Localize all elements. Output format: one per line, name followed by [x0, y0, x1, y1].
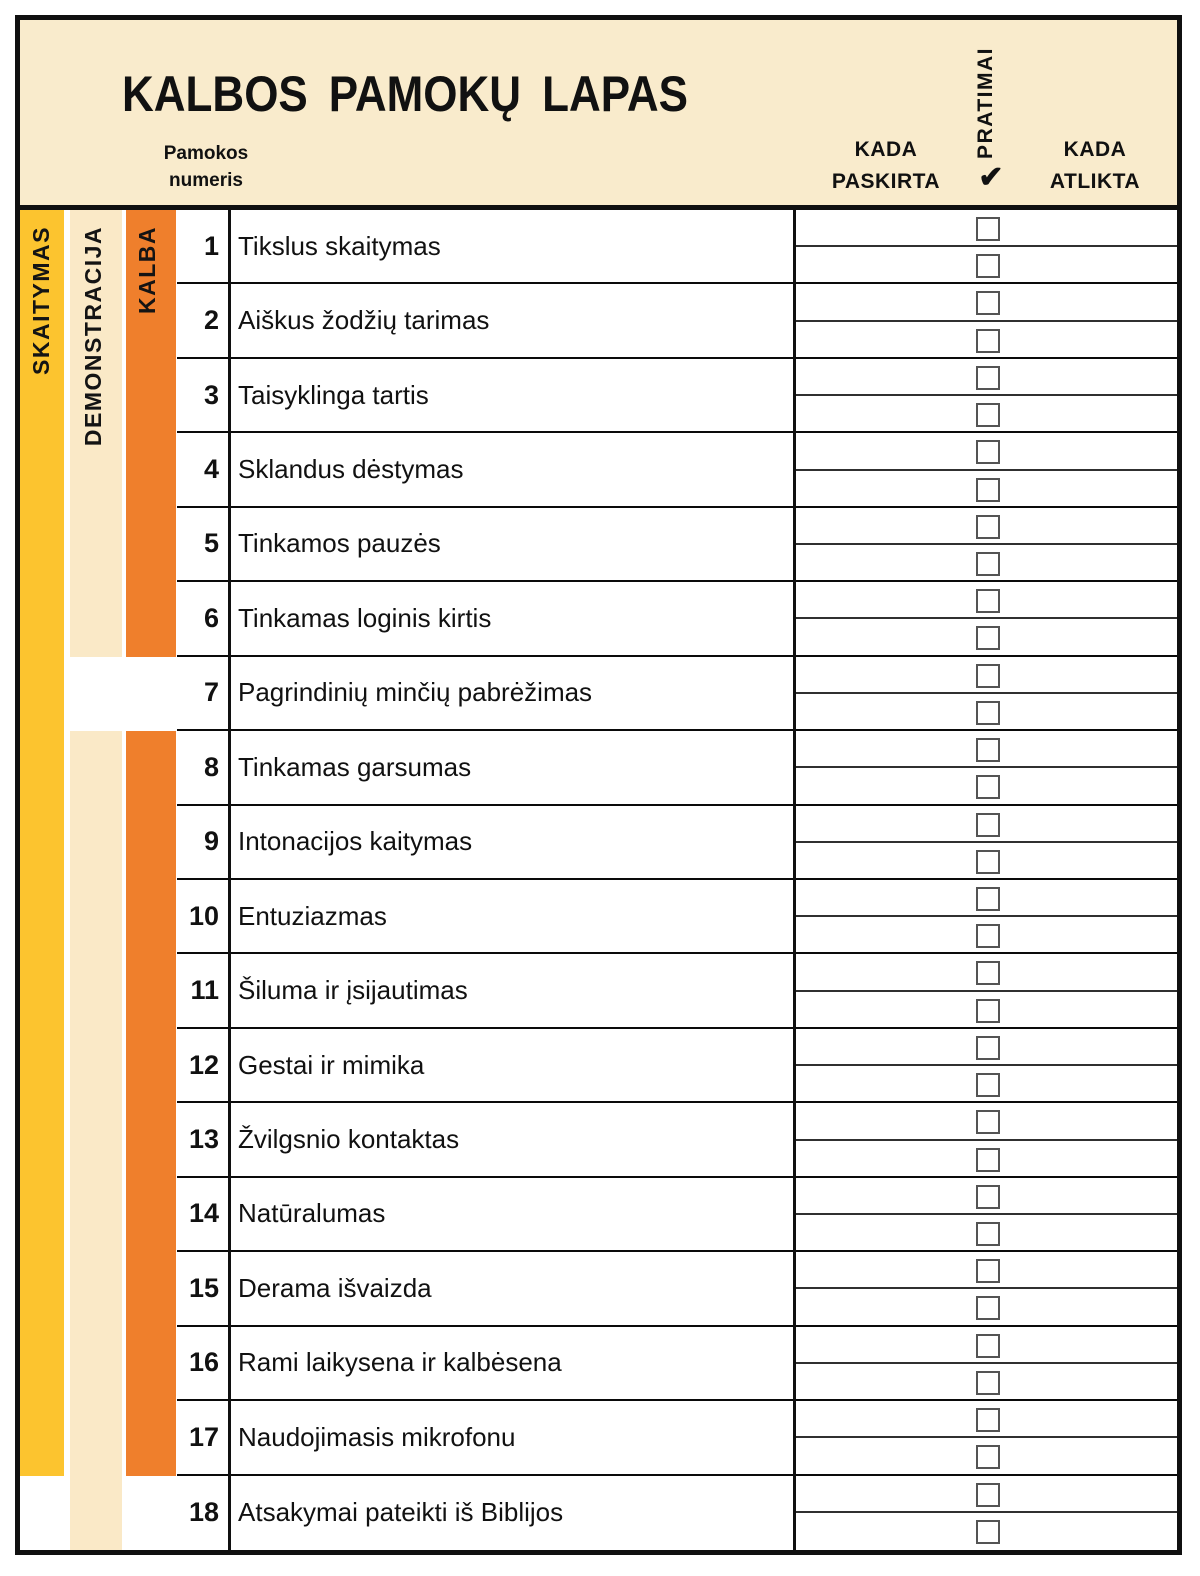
- number-column-divider: [228, 210, 231, 1550]
- exercise-checkbox[interactable]: [976, 1036, 1000, 1060]
- exercise-checkbox[interactable]: [976, 1110, 1000, 1134]
- lesson-row: [177, 657, 793, 731]
- completed-date-cell[interactable]: [1002, 1103, 1177, 1138]
- exercise-row: [796, 694, 1177, 731]
- exercise-checkbox[interactable]: [976, 440, 1000, 464]
- exercise-row: [796, 657, 1177, 694]
- lesson-number-header: [156, 140, 256, 194]
- exercise-row: [796, 210, 1177, 247]
- assigned-date-cell[interactable]: [796, 843, 974, 878]
- completed-date-cell[interactable]: [1002, 545, 1177, 580]
- completed-date-cell[interactable]: [1002, 1476, 1177, 1511]
- completed-date-cell[interactable]: [1002, 1438, 1177, 1473]
- completed-date-cell[interactable]: [1002, 284, 1177, 319]
- completed-date-cell[interactable]: [1002, 433, 1177, 468]
- assigned-date-cell[interactable]: [796, 247, 974, 282]
- completed-date-cell[interactable]: [1002, 731, 1177, 766]
- exercise-row: [796, 433, 1177, 470]
- lesson-title: Aiškus žodžių tarimas: [238, 305, 490, 336]
- completed-date-cell[interactable]: [1002, 1327, 1177, 1362]
- completed-date-cell[interactable]: [1002, 1513, 1177, 1550]
- lesson-row: [177, 731, 793, 805]
- exercise-row: [796, 1215, 1177, 1252]
- exercise-row: [796, 247, 1177, 284]
- talk-band-lower: [126, 731, 176, 1476]
- exercise-checkbox[interactable]: [976, 254, 1000, 278]
- exercise-checkbox[interactable]: [976, 1408, 1000, 1432]
- lesson-title: Entuziazmas: [238, 900, 387, 931]
- assigned-date-cell[interactable]: [796, 917, 974, 952]
- assigned-date-cell[interactable]: [796, 1066, 974, 1101]
- exercise-row: [796, 954, 1177, 991]
- lesson-title: Rami laikysena ir kalbėsena: [238, 1347, 562, 1378]
- lesson-row: [177, 284, 793, 358]
- lesson-title: Taisyklinga tartis: [238, 379, 429, 410]
- reading-band: [20, 210, 64, 1476]
- assigned-column-header-line1: KADA: [854, 138, 918, 161]
- lesson-title: Atsakymai pateikti iš Biblijos: [238, 1497, 564, 1528]
- assigned-date-cell[interactable]: [796, 1103, 974, 1138]
- exercise-row: [796, 1029, 1177, 1066]
- completed-date-cell[interactable]: [1002, 992, 1177, 1027]
- demonstration-band-lower: [70, 731, 122, 1550]
- assigned-date-cell[interactable]: [796, 1141, 974, 1176]
- exercise-checkbox[interactable]: [976, 1185, 1000, 1209]
- assigned-date-cell[interactable]: [796, 1252, 974, 1287]
- assigned-date-cell[interactable]: [796, 992, 974, 1027]
- exercise-row: [796, 1476, 1177, 1513]
- exercise-checkbox[interactable]: [976, 552, 1000, 576]
- exercise-row: [796, 508, 1177, 545]
- assigned-date-cell[interactable]: [796, 210, 974, 245]
- reading-band-label: SKAITYMAS: [28, 226, 54, 375]
- assigned-date-cell[interactable]: [796, 359, 974, 394]
- lesson-row: [177, 433, 793, 507]
- completed-date-cell[interactable]: [1002, 1289, 1177, 1324]
- exercises-column-header: PRATIMAI: [974, 47, 997, 159]
- assigned-date-cell[interactable]: [796, 508, 974, 543]
- lesson-row: [177, 806, 793, 880]
- assigned-date-cell[interactable]: [796, 1029, 974, 1064]
- assigned-date-cell[interactable]: [796, 1215, 974, 1250]
- main-column-divider: [793, 210, 796, 1550]
- completed-date-cell[interactable]: [1002, 1364, 1177, 1399]
- assigned-column-header: [806, 134, 966, 198]
- lesson-number: 2: [203, 305, 219, 336]
- completed-date-cell[interactable]: [1002, 210, 1177, 245]
- exercise-checkbox[interactable]: [976, 924, 1000, 948]
- assigned-date-cell[interactable]: [796, 1438, 974, 1473]
- lesson-number: 18: [188, 1497, 219, 1528]
- exercise-row: [796, 545, 1177, 582]
- completed-date-cell[interactable]: [1002, 359, 1177, 394]
- assigned-date-cell[interactable]: [796, 1327, 974, 1362]
- lesson-number: 4: [203, 454, 219, 485]
- lesson-number: 11: [190, 975, 219, 1006]
- lesson-row: [177, 1401, 793, 1475]
- lesson-number: 5: [203, 528, 219, 559]
- assigned-date-cell[interactable]: [796, 582, 974, 617]
- lesson-title: Gestai ir mimika: [238, 1049, 425, 1080]
- lesson-number: 16: [188, 1347, 219, 1378]
- exercise-row: [796, 1141, 1177, 1178]
- lesson-row: [177, 1029, 793, 1103]
- sheet-frame: [15, 15, 1182, 1555]
- exercise-row: [796, 396, 1177, 433]
- lesson-number: 9: [203, 826, 219, 857]
- lesson-number: 7: [203, 677, 219, 708]
- exercise-row: [796, 768, 1177, 805]
- lesson-row: [177, 359, 793, 433]
- lesson-row: [177, 1252, 793, 1326]
- lesson-row: [177, 1103, 793, 1177]
- exercise-row: [796, 843, 1177, 880]
- lesson-row: [177, 954, 793, 1028]
- exercise-checkbox[interactable]: [976, 1222, 1000, 1246]
- assigned-date-cell[interactable]: [796, 396, 974, 431]
- exercise-row: [796, 880, 1177, 917]
- lesson-title: Tinkamas garsumas: [238, 751, 472, 782]
- exercise-checkbox[interactable]: [976, 738, 1000, 762]
- completed-date-cell[interactable]: [1002, 1066, 1177, 1101]
- completed-date-cell[interactable]: [1002, 508, 1177, 543]
- exercise-checkbox[interactable]: [976, 1334, 1000, 1358]
- completed-date-cell[interactable]: [1002, 1401, 1177, 1436]
- assigned-date-cell[interactable]: [796, 806, 974, 841]
- assigned-date-cell[interactable]: [796, 1476, 974, 1511]
- assigned-date-cell[interactable]: [796, 433, 974, 468]
- exercise-row: [796, 731, 1177, 768]
- lesson-number: 8: [203, 751, 219, 782]
- assigned-date-cell[interactable]: [796, 1401, 974, 1436]
- exercise-row: [796, 1252, 1177, 1289]
- exercise-row: [796, 917, 1177, 954]
- body: [20, 210, 1177, 1550]
- exercise-row: [796, 359, 1177, 396]
- page-title: KALBOS PAMOKŲ LAPAS: [122, 66, 688, 122]
- assigned-date-cell[interactable]: [796, 1513, 974, 1550]
- exercise-checkbox[interactable]: [976, 961, 1000, 985]
- exercise-checkbox[interactable]: [976, 887, 1000, 911]
- assigned-date-cell[interactable]: [796, 619, 974, 654]
- lesson-row: [177, 508, 793, 582]
- lesson-row: [177, 1327, 793, 1401]
- exercise-row: [796, 582, 1177, 619]
- exercise-checkbox[interactable]: [976, 775, 1000, 799]
- exercise-checkbox[interactable]: [976, 1371, 1000, 1395]
- exercise-checkbox[interactable]: [976, 701, 1000, 725]
- completed-date-cell[interactable]: [1002, 843, 1177, 878]
- lesson-title: Pagrindinių minčių pabrėžimas: [238, 677, 593, 708]
- exercise-checkbox[interactable]: [976, 1445, 1000, 1469]
- exercise-checkbox[interactable]: [976, 403, 1000, 427]
- exercise-row: [796, 992, 1177, 1029]
- lesson-number: 12: [188, 1049, 219, 1080]
- assigned-date-cell[interactable]: [796, 284, 974, 319]
- completed-date-cell[interactable]: [1002, 954, 1177, 989]
- completed-date-cell[interactable]: [1002, 657, 1177, 692]
- exercise-checkbox[interactable]: [976, 1073, 1000, 1097]
- lesson-row: [177, 880, 793, 954]
- lesson-title: Naudojimasis mikrofonu: [238, 1421, 516, 1452]
- exercise-checkbox[interactable]: [976, 1148, 1000, 1172]
- check-icon: ✔: [978, 161, 1004, 194]
- exercise-checkbox[interactable]: [976, 217, 1000, 241]
- completed-date-cell[interactable]: [1002, 619, 1177, 654]
- exercise-row: [796, 1066, 1177, 1103]
- exercise-checkbox[interactable]: [976, 850, 1000, 874]
- lesson-number-header-line2: numeris: [169, 170, 243, 191]
- exercise-checkbox[interactable]: [976, 291, 1000, 315]
- completed-column-header-line1: KADA: [1063, 138, 1127, 161]
- exercise-checkbox[interactable]: [976, 589, 1000, 613]
- lesson-row: [177, 1178, 793, 1252]
- lesson-title: Tikslus skaitymas: [238, 230, 441, 261]
- completed-date-cell[interactable]: [1002, 396, 1177, 431]
- exercise-checkbox[interactable]: [976, 478, 1000, 502]
- lesson-number-header-line1: Pamokos: [163, 143, 249, 164]
- lesson-row: [177, 210, 793, 284]
- talk-band-label: KALBA: [134, 226, 160, 314]
- assigned-date-cell[interactable]: [796, 694, 974, 729]
- lesson-number: 10: [188, 900, 219, 931]
- exercise-checkbox[interactable]: [976, 515, 1000, 539]
- completed-date-cell[interactable]: [1002, 247, 1177, 282]
- exercise-checkbox[interactable]: [976, 329, 1000, 353]
- exercise-row: [796, 1438, 1177, 1475]
- lesson-title: Sklandus dėstymas: [238, 454, 464, 485]
- lesson-title: Natūralumas: [238, 1198, 386, 1229]
- lesson-row: [177, 1476, 793, 1550]
- assigned-date-cell[interactable]: [796, 657, 974, 692]
- exercise-checkbox[interactable]: [976, 1483, 1000, 1507]
- completed-date-cell[interactable]: [1002, 1215, 1177, 1250]
- completed-date-cell[interactable]: [1002, 694, 1177, 729]
- exercise-row: [796, 1513, 1177, 1550]
- lesson-number: 17: [188, 1421, 219, 1452]
- lesson-title: Tinkamas loginis kirtis: [238, 602, 492, 633]
- exercise-row: [796, 619, 1177, 656]
- lesson-title: Derama išvaizda: [238, 1272, 432, 1303]
- header: [20, 20, 1177, 210]
- exercise-row: [796, 322, 1177, 359]
- lesson-title: Tinkamos pauzės: [238, 528, 441, 559]
- completed-date-cell[interactable]: [1002, 1029, 1177, 1064]
- completed-date-cell[interactable]: [1002, 917, 1177, 952]
- exercise-row: [796, 471, 1177, 508]
- exercise-checkbox[interactable]: [976, 366, 1000, 390]
- lesson-number: 13: [188, 1124, 219, 1155]
- exercise-checkbox[interactable]: [976, 1296, 1000, 1320]
- lesson-title: Žvilgsnio kontaktas: [238, 1124, 460, 1155]
- assigned-date-cell[interactable]: [796, 1178, 974, 1213]
- assigned-date-cell[interactable]: [796, 880, 974, 915]
- completed-date-cell[interactable]: [1002, 880, 1177, 915]
- exercise-row: [796, 1327, 1177, 1364]
- assigned-column-header-line2: PASKIRTA: [831, 170, 941, 193]
- assigned-date-cell[interactable]: [796, 545, 974, 580]
- exercise-checkbox[interactable]: [976, 664, 1000, 688]
- exercise-row: [796, 1178, 1177, 1215]
- demonstration-band-label: DEMONSTRACIJA: [80, 226, 106, 447]
- lesson-number: 1: [203, 230, 219, 261]
- completed-date-cell[interactable]: [1002, 1252, 1177, 1287]
- exercise-row: [796, 1289, 1177, 1326]
- completed-column-header-line2: ATLIKTA: [1049, 170, 1141, 193]
- assigned-date-cell[interactable]: [796, 768, 974, 803]
- assigned-date-cell[interactable]: [796, 1289, 974, 1324]
- assigned-date-cell[interactable]: [796, 471, 974, 506]
- lesson-row: [177, 582, 793, 656]
- exercise-checkbox[interactable]: [976, 1520, 1000, 1544]
- completed-date-cell[interactable]: [1002, 582, 1177, 617]
- completed-date-cell[interactable]: [1002, 1141, 1177, 1176]
- exercise-checkbox[interactable]: [976, 813, 1000, 837]
- exercise-row: [796, 1103, 1177, 1140]
- lesson-number: 6: [203, 602, 219, 633]
- assigned-date-cell[interactable]: [796, 1364, 974, 1399]
- lesson-number: 14: [188, 1198, 219, 1229]
- exercise-checkbox[interactable]: [976, 999, 1000, 1023]
- exercise-checkbox[interactable]: [976, 626, 1000, 650]
- lesson-number: 15: [188, 1272, 219, 1303]
- assigned-date-cell[interactable]: [796, 731, 974, 766]
- exercise-row: [796, 284, 1177, 321]
- exercise-row: [796, 1401, 1177, 1438]
- assigned-date-cell[interactable]: [796, 322, 974, 357]
- lesson-title: Intonacijos kaitymas: [238, 826, 473, 857]
- completed-date-cell[interactable]: [1002, 768, 1177, 803]
- completed-date-cell[interactable]: [1002, 471, 1177, 506]
- completed-column-header: [1015, 134, 1175, 198]
- exercise-row: [796, 806, 1177, 843]
- completed-date-cell[interactable]: [1002, 322, 1177, 357]
- completed-date-cell[interactable]: [1002, 1178, 1177, 1213]
- exercise-row: [796, 1364, 1177, 1401]
- lesson-number: 3: [203, 379, 219, 410]
- completed-date-cell[interactable]: [1002, 806, 1177, 841]
- lesson-title: Šiluma ir įsijautimas: [238, 975, 468, 1006]
- assigned-date-cell[interactable]: [796, 954, 974, 989]
- exercise-checkbox[interactable]: [976, 1259, 1000, 1283]
